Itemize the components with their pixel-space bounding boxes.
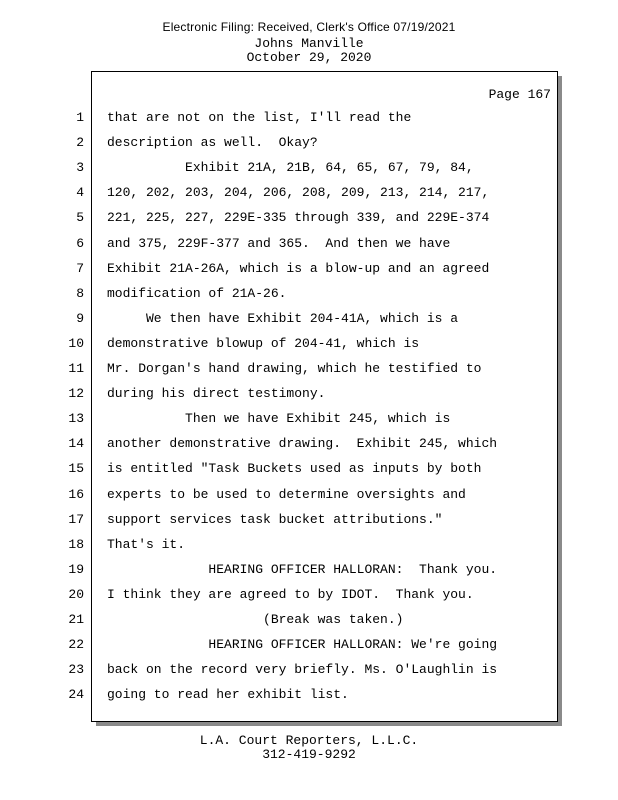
line-text: Exhibit 21A-26A, which is a blow-up and an agreed bbox=[107, 260, 490, 276]
line-text: during his direct testimony. bbox=[107, 386, 326, 402]
line-number: 21 bbox=[68, 612, 84, 627]
line-number: 5 bbox=[76, 210, 84, 226]
reporter-phone: 312-419-9292 bbox=[262, 747, 356, 762]
page-number: Page 167 bbox=[488, 87, 551, 102]
line-text: That's it. bbox=[107, 536, 186, 552]
transcript-line bbox=[0, 682, 618, 707]
line-number: 15 bbox=[68, 461, 84, 477]
transcript-line bbox=[0, 482, 618, 507]
line-text: HEARING OFFICER HALLORAN: Thank you. bbox=[107, 561, 498, 577]
line-text: modification of 21A-26. bbox=[107, 285, 287, 301]
line-text: (Break was taken.) bbox=[107, 612, 404, 627]
line-number: 11 bbox=[68, 361, 84, 376]
transcript-line bbox=[0, 105, 618, 130]
line-number: 8 bbox=[76, 285, 84, 301]
line-text: is entitled "Task Buckets used as inputs by both bbox=[107, 461, 482, 477]
line-text: Then we have Exhibit 245, which is bbox=[107, 411, 451, 427]
line-number: 3 bbox=[76, 160, 84, 176]
transcript-line bbox=[0, 406, 618, 431]
line-number: 12 bbox=[68, 386, 84, 402]
line-text: experts to be used to determine oversights and bbox=[107, 486, 466, 502]
line-text: We then have Exhibit 204-41A, which is a bbox=[107, 310, 459, 326]
transcript-line bbox=[0, 306, 618, 331]
transcript-line bbox=[0, 657, 618, 682]
transcript-line bbox=[0, 180, 618, 205]
transcript-line bbox=[0, 381, 618, 406]
line-text: that are not on the list, I'll read the bbox=[107, 110, 412, 125]
transcript-line bbox=[0, 507, 618, 532]
transcript-line bbox=[0, 256, 618, 281]
line-number: 20 bbox=[68, 586, 84, 602]
line-number: 14 bbox=[68, 436, 84, 452]
line-number: 7 bbox=[76, 260, 84, 276]
line-number: 13 bbox=[68, 411, 84, 427]
transcript-line bbox=[0, 582, 618, 607]
transcript-line bbox=[0, 331, 618, 356]
line-text: Exhibit 21A, 21B, 64, 65, 67, 79, 84, bbox=[107, 160, 474, 176]
line-text: and 375, 229F-377 and 365. And then we have bbox=[107, 235, 451, 251]
line-text: I think they are agreed to by IDOT. Thank you. bbox=[107, 586, 474, 602]
line-number: 1 bbox=[76, 110, 84, 125]
line-number: 24 bbox=[68, 687, 84, 703]
line-text: 120, 202, 203, 204, 206, 208, 209, 213, 214, 217, bbox=[107, 185, 490, 201]
transcript-line bbox=[0, 431, 618, 456]
line-text: another demonstrative drawing. Exhibit 245, which bbox=[107, 436, 498, 452]
line-text: HEARING OFFICER HALLORAN: We're going bbox=[107, 637, 498, 653]
transcript-line bbox=[0, 205, 618, 230]
line-number: 2 bbox=[76, 135, 84, 151]
line-number: 23 bbox=[68, 662, 84, 678]
line-text: description as well. Okay? bbox=[107, 135, 318, 151]
line-text: support services task bucket attributions." bbox=[107, 511, 443, 527]
transcript-line bbox=[0, 231, 618, 256]
line-number: 22 bbox=[68, 637, 84, 653]
transcript-line bbox=[0, 557, 618, 582]
case-title: Johns Manville bbox=[254, 36, 364, 51]
transcript-line bbox=[0, 356, 618, 381]
line-number: 6 bbox=[76, 235, 84, 251]
line-number: 16 bbox=[68, 486, 84, 502]
filing-stamp: Electronic Filing: Received, Clerk's Office 07/19/2021 bbox=[162, 20, 456, 34]
transcript-line bbox=[0, 456, 618, 481]
line-text: Mr. Dorgan's hand drawing, which he testified to bbox=[107, 361, 482, 376]
line-text: going to read her exhibit list. bbox=[107, 687, 349, 703]
transcript-line bbox=[0, 632, 618, 657]
transcript-line bbox=[0, 607, 618, 632]
line-text: back on the record very briefly. Ms. O'Laughlin is bbox=[107, 662, 498, 678]
line-number: 4 bbox=[76, 185, 84, 201]
reporter-company: L.A. Court Reporters, L.L.C. bbox=[199, 733, 419, 748]
line-number: 18 bbox=[68, 536, 84, 552]
line-number: 19 bbox=[68, 561, 84, 577]
line-number: 10 bbox=[68, 335, 84, 351]
line-number: 17 bbox=[68, 511, 84, 527]
transcript-line bbox=[0, 155, 618, 180]
transcript-line bbox=[0, 532, 618, 557]
transcript-line bbox=[0, 130, 618, 155]
transcript-line bbox=[0, 281, 618, 306]
line-number: 9 bbox=[76, 310, 84, 326]
line-text: demonstrative blowup of 204-41, which is bbox=[107, 335, 420, 351]
hearing-date: October 29, 2020 bbox=[246, 50, 372, 65]
line-text: 221, 225, 227, 229E-335 through 339, and 229E-374 bbox=[107, 210, 490, 226]
